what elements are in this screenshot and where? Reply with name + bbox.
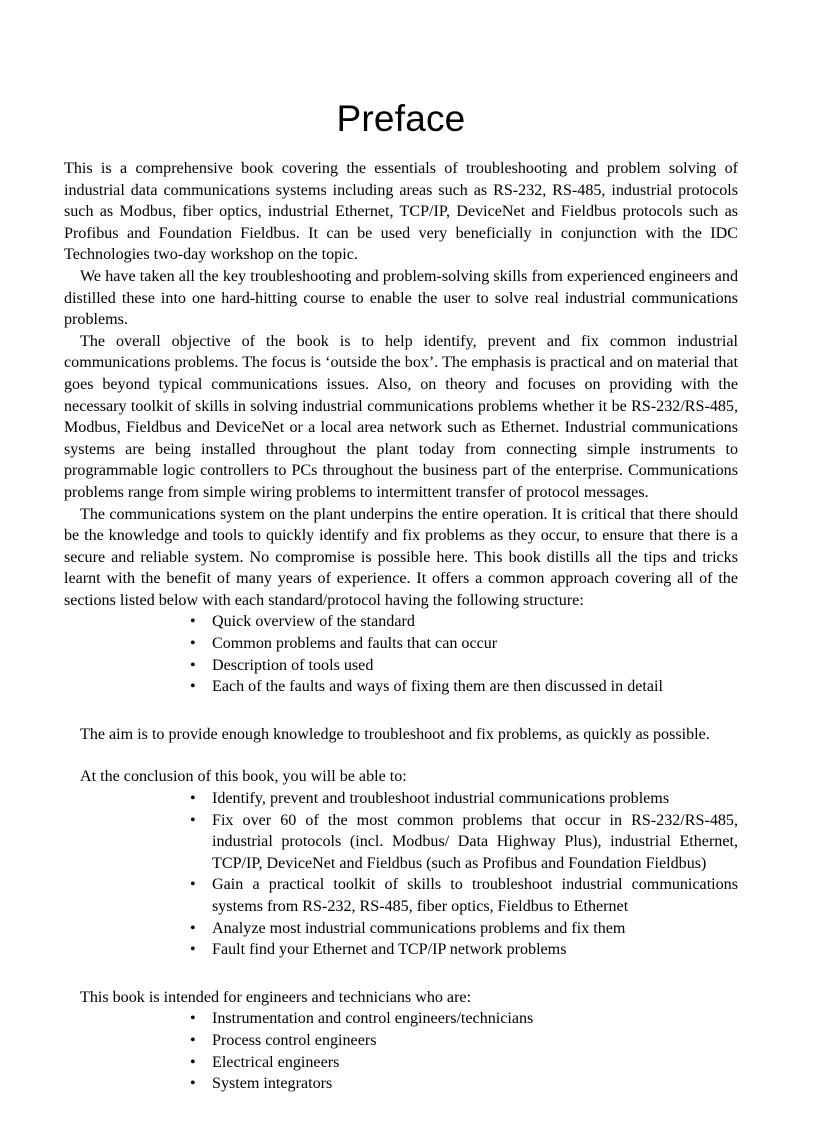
list-item: [64, 810, 738, 875]
list-item: [64, 633, 738, 655]
spacer: [64, 961, 738, 987]
list-item-label: Process control engineers: [212, 1031, 377, 1049]
list-item-label: Analyze most industrial communications problems and fix them: [212, 919, 626, 937]
paragraph-communications-system: The communications system on the plant underpins the entire operation. It is critical that there should be the knowledge and tools to quickly identify and fix problems as they occur, to ensure that there is a secure and reliable system. No compromise is possible here. This book distills all the tips and tricks learnt with the benefit of many years of experience. It offers a common approach covering all of the sections listed below with each standard/protocol having the following structure:: [64, 505, 738, 609]
list-item-label: Electrical engineers: [212, 1053, 340, 1071]
list-item-label: Quick overview of the standard: [212, 613, 415, 631]
list-item-label: Fault find your Ethernet and TCP/IP network problems: [212, 941, 567, 959]
paragraph-intro: This is a comprehensive book covering the essentials of troubleshooting and problem solving of industrial data communications systems including areas such as RS-232, RS-485, industrial protocols such as Modbus, fiber optics, industrial Ethernet, TCP/IP, DeviceNet and Fieldbus protocols such as Profibus and Foundation Fieldbus. It can be used very beneficially in conjunction with the IDC Technologies two-day workshop on the topic.: [64, 160, 738, 264]
list-item: [64, 918, 738, 940]
list-item-label: Instrumentation and control engineers/technicians: [212, 1010, 534, 1028]
paragraph-objective: The overall objective of the book is to help identify, prevent and fix common industrial communications problems. The focus is ‘outside the box’. The emphasis is practical and on material that goes beyond typical communications issues. Also, on theory and focuses on providing with the necessary toolkit of skills in solving industrial communications problems whether it be RS-232/RS-485, Modbus, Fieldbus and DeviceNet or a local area network such as Ethernet. Industrial communications systems are being installed throughout the plant today from connecting simple instruments to programmable logic controllers to PCs throughout the business part of the enterprise. Communications problems range from simple wiring problems to intermittent transfer of protocol messages.: [64, 332, 738, 501]
list-item: [64, 1008, 738, 1030]
list-item: [64, 874, 738, 917]
page-title: Preface: [336, 98, 466, 139]
paragraph-audience-lead-in: This book is intended for engineers and technicians who are:: [80, 988, 472, 1006]
list-item-label: Gain a practical toolkit of skills to troubleshoot industrial communications systems from RS-232, RS-485, fiber optics, Fieldbus to Ethernet: [212, 876, 738, 915]
list-item-label: Identify, prevent and troubleshoot industrial communications problems: [212, 790, 670, 808]
list-item-label: Fix over 60 of the most common problems that occur in RS-232/RS-485, industrial protocols (incl. Modbus/ Data Highway Plus), industrial Ethernet, TCP/IP, DeviceNet and Fieldbus (such as Profibus and Foundation Fieldbus): [212, 811, 738, 872]
list-item: [64, 1052, 738, 1074]
audience-bullet-list: [64, 1008, 738, 1094]
spacer: [64, 745, 738, 766]
list-item-label: System integrators: [212, 1075, 333, 1093]
list-item: [64, 939, 738, 961]
paragraph-outcomes-lead-in: At the conclusion of this book, you will be able to:: [80, 768, 407, 786]
paragraph-skills: We have taken all the key troubleshooting and problem-solving skills from experienced engineers and distilled these into one hard-hitting course to enable the user to solve real industrial communications problems.: [64, 267, 738, 329]
list-item-label: Each of the faults and ways of fixing them are then discussed in detail: [212, 678, 663, 696]
list-item: [64, 655, 738, 677]
document-body: [64, 158, 738, 1095]
list-item: [64, 788, 738, 810]
list-item-label: Common problems and faults that can occur: [212, 635, 498, 653]
list-item: [64, 676, 738, 698]
outcomes-bullet-list: [64, 788, 738, 961]
structure-bullet-list: [64, 611, 738, 697]
list-item: [64, 1073, 738, 1095]
list-item: [64, 611, 738, 633]
paragraph-aim: The aim is to provide enough knowledge to troubleshoot and fix problems, as quickly as possible.: [80, 725, 710, 743]
list-item: [64, 1030, 738, 1052]
list-item-label: Description of tools used: [212, 656, 374, 674]
spacer: [64, 698, 738, 724]
